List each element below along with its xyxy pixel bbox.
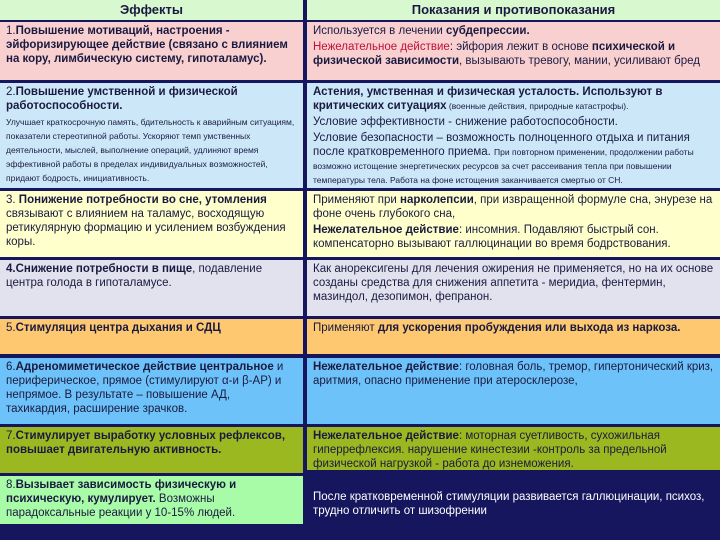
text-run: : инсомния. Подавляют быстрый сон. компенсаторно вызывают галлюцинации во время бодрствования. <box>313 224 671 250</box>
paragraph <box>313 490 714 518</box>
text-run: 4.Снижение потребности в пище <box>6 263 193 275</box>
text-run: Повышение мотиваций, настроения - эйфоризирующее действие (связано с влиянием на кору, лимбическую систему, гипоталамус). <box>6 25 288 65</box>
row-1-indication-cell <box>307 22 720 80</box>
text-run: связывают с влиянием на таламус, восходящую ретикулярную формацию и усилением возбуждения коры. <box>6 208 286 248</box>
row-3-indication-cell <box>307 191 720 257</box>
text-run: Нежелательное действие <box>313 430 459 442</box>
row-8-effect-cell <box>0 476 303 524</box>
paragraph <box>6 115 297 185</box>
text-run: 6. <box>6 361 16 373</box>
text-run: , подавление центра голода в гипоталамусе. <box>6 263 263 289</box>
text-run: : головная боль, тремор, гипертонический криз, аритмия, опасно применение при атеросклерозе, <box>313 361 714 387</box>
row-5-effect-cell <box>0 319 303 354</box>
text-run: Применяют <box>313 322 378 334</box>
text-run: Применяют при <box>313 194 401 206</box>
text-run: 3. <box>6 194 19 206</box>
row-5-indication-cell <box>307 319 720 354</box>
text-run: Стимуляция центра дыхания и СДЦ <box>15 322 221 334</box>
header-indications: Показания и противопоказания <box>307 0 720 20</box>
text-run: Стимулирует выработку условных рефлексов, повышает двигательную активность. <box>6 430 286 456</box>
paragraph <box>313 223 714 251</box>
text-run: Нежелательное действие <box>313 41 450 53</box>
paragraph <box>313 193 714 221</box>
paragraph <box>313 429 714 470</box>
paragraph <box>313 321 714 335</box>
text-run: Понижение потребности во сне, утомления <box>18 194 267 206</box>
paragraph <box>6 262 297 290</box>
row-7-indication-cell <box>307 427 720 470</box>
paragraph <box>313 85 714 113</box>
paragraph <box>6 478 297 520</box>
text-run: 2. <box>6 86 16 98</box>
text-run: и периферическое, прямое (стимулируют α-и β-АР) и непрямое. В результате – повышение АД, тахикардия, расширение зрачков. <box>6 361 284 415</box>
text-run: , вызывають тревогу, мании, усиливают бред <box>459 55 701 67</box>
paragraph <box>6 24 297 66</box>
row-8-indication-cell <box>307 476 720 524</box>
text-run: При повторном применении, продолжении работы возможно истощение энергетических ресурсов за счет рассеивания тепла при повышении температуры тела. Работа на фоне истощения заканчивается смертью от СН. <box>313 147 694 185</box>
paragraph <box>6 85 297 113</box>
text-run: 5. <box>6 322 16 334</box>
paragraph <box>6 429 297 457</box>
row-6-indication-cell <box>307 358 720 424</box>
paragraph <box>6 321 297 335</box>
text-run: Условие эффективности - снижение работоспособности. <box>313 116 618 128</box>
text-run: Астения, умственная и физическая усталость. Используют в критических ситуациях <box>313 86 663 112</box>
paragraph <box>6 193 297 249</box>
text-run: , при извращенной формуле сна, энурезе на фоне очень глубокого сна, <box>313 194 713 220</box>
row-7-effect-cell <box>0 427 303 473</box>
paragraph <box>6 360 297 416</box>
text-run: Вызывает зависимость физическую и психическую, кумулирует. <box>6 479 237 505</box>
text-run: Условие безопасности – возможность полноценного отдыха и питания после кратковременного приема. <box>313 132 690 158</box>
paragraph <box>313 131 714 187</box>
text-run: субдепрессии. <box>446 25 530 37</box>
text-run: Улучшает краткосрочную память, бдительность к аварийным ситуациям, показатели стереотипной работы. Ускоряют темп умственных деятельности, мыслей, выполнение операций, удлиняют время эффективной работы в пределах индивидуальных возможностей, придают бодрость, инициативность. <box>6 117 295 183</box>
text-run: Нежелательное действие <box>313 361 459 373</box>
text-run: 8. <box>6 479 16 491</box>
text-run: 7. <box>6 430 16 442</box>
row-3-effect-cell <box>0 191 303 257</box>
row-1-effect-cell <box>0 22 303 80</box>
row-2-effect-cell <box>0 83 303 188</box>
text-run: Возможны парадоксальные реакции у 10-15% людей. <box>6 493 236 519</box>
paragraph <box>313 115 714 129</box>
text-run: 1. <box>6 25 16 37</box>
text-run: Повышение умственной и физической работоспособности. <box>6 86 238 112</box>
text-run: Как анорексигены для лечения ожирения не применяется, но на их основе созданы средства для снижения аппетита - меридиа, фентермин, мазиндол, дезопимон, фепранон. <box>313 263 714 303</box>
text-run: После кратковременной стимуляции развивается галлюцинации, психоз, трудно отличить от шизофрении <box>313 491 705 517</box>
paragraph <box>313 40 714 68</box>
row-4-effect-cell <box>0 260 303 316</box>
row-6-effect-cell <box>0 358 303 424</box>
text-run: психической и физической зависимости <box>313 41 676 67</box>
paragraph <box>313 24 714 38</box>
header-effects: Эффекты <box>0 0 303 20</box>
text-run: Нежелательное действие <box>313 224 459 236</box>
row-4-indication-cell <box>307 260 720 316</box>
paragraph <box>6 187 297 188</box>
text-run: Используется в лечении <box>313 25 446 37</box>
paragraph <box>313 360 714 388</box>
text-run: (военные действия, природные катастрофы). <box>446 101 629 111</box>
text-run: нарколепсии <box>400 194 474 206</box>
paragraph <box>313 262 714 304</box>
text-run: Адреномиметическое действие центральное <box>15 361 274 373</box>
row-2-indication-cell <box>307 83 720 188</box>
text-run: : моторная суетливость, сухожильная гиперрефлексия. нарушение кинестезии -контроль за предельной физической нагрузкой - работа до изнеможения. <box>313 430 667 470</box>
text-run: : эйфория лежит в основе <box>449 41 592 53</box>
text-run: для ускорения пробуждения или выхода из наркоза. <box>377 322 681 334</box>
